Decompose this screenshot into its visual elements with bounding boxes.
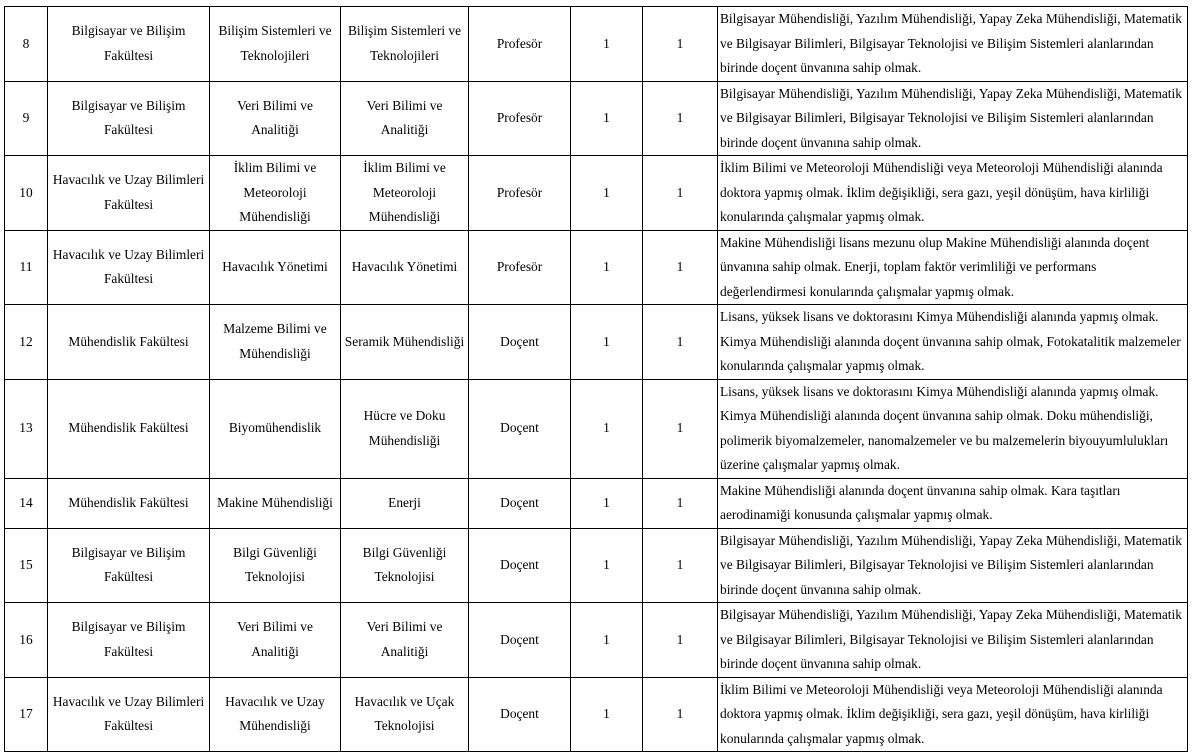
- department-cell: Bilgi Güvenliği Teknolojisi: [210, 528, 341, 603]
- row-number-cell: 13: [5, 379, 48, 478]
- row-number-cell: 15: [5, 528, 48, 603]
- program-cell: Seramik Mühendisliği: [341, 305, 469, 380]
- department-cell: Malzeme Bilimi ve Mühendisliği: [210, 305, 341, 380]
- title-cell: Doçent: [469, 603, 571, 678]
- department-cell: Makine Mühendisliği: [210, 478, 341, 528]
- table-row: [5, 379, 1188, 478]
- table-body: [5, 7, 1188, 752]
- title-cell: Doçent: [469, 379, 571, 478]
- faculty-cell: Havacılık ve Uzay Bilimleri Fakültesi: [48, 677, 210, 752]
- title-cell: Profesör: [469, 7, 571, 82]
- program-cell: Hücre ve Doku Mühendisliği: [341, 379, 469, 478]
- department-cell: Bilişim Sistemleri ve Teknolojileri: [210, 7, 341, 82]
- faculty-cell: Bilgisayar ve Bilişim Fakültesi: [48, 528, 210, 603]
- faculty-cell: Bilgisayar ve Bilişim Fakültesi: [48, 603, 210, 678]
- row-number-cell: 8: [5, 7, 48, 82]
- table-row: [5, 305, 1188, 380]
- program-cell: Bilgi Güvenliği Teknolojisi: [341, 528, 469, 603]
- table-row: [5, 528, 1188, 603]
- department-cell: Havacılık ve Uzay Mühendisliği: [210, 677, 341, 752]
- title-cell: Doçent: [469, 478, 571, 528]
- department-cell: Biyomühendislik: [210, 379, 341, 478]
- requirement-cell: Lisans, yüksek lisans ve doktorasını Kimya Mühendisliği alanında yapmış olmak. Kimya Mühendisliği alanında doçent ünvanına sahip olmak. Doku mühendisliği, polimerik biyomalzemeler, nanomalzemeler ve bu malzemelerin biyouyumlulukları üzerine çalışmalar yapmış olmak.: [718, 379, 1188, 478]
- faculty-cell: Mühendislik Fakültesi: [48, 305, 210, 380]
- faculty-cell: Bilgisayar ve Bilişim Fakültesi: [48, 81, 210, 156]
- quota-cell: 1: [643, 478, 718, 528]
- quota-cell: 1: [643, 7, 718, 82]
- row-number-cell: 17: [5, 677, 48, 752]
- department-cell: İklim Bilimi ve Meteoroloji Mühendisliği: [210, 156, 341, 231]
- row-number-cell: 16: [5, 603, 48, 678]
- quota-cell: 1: [643, 677, 718, 752]
- count-cell: 1: [571, 81, 643, 156]
- quota-cell: 1: [643, 305, 718, 380]
- requirement-cell: Makine Mühendisliği alanında doçent ünvanına sahip olmak. Kara taşıtları aerodinamiği konusunda çalışmalar yapmış olmak.: [718, 478, 1188, 528]
- department-cell: Veri Bilimi ve Analitiği: [210, 603, 341, 678]
- count-cell: 1: [571, 7, 643, 82]
- requirement-cell: Makine Mühendisliği lisans mezunu olup Makine Mühendisliği alanında doçent ünvanına sahip olmak. Enerji, toplam faktör verimliliği ve performans değerlendirmesi konularında çalışmalar yapmış olmak.: [718, 230, 1188, 305]
- table-row: [5, 230, 1188, 305]
- count-cell: 1: [571, 230, 643, 305]
- title-cell: Profesör: [469, 230, 571, 305]
- table-row: [5, 478, 1188, 528]
- requirement-cell: İklim Bilimi ve Meteoroloji Mühendisliği veya Meteoroloji Mühendisliği alanında doktora yapmış olmak. İklim değişikliği, sera gazı, yeşil dönüşüm, hava kirliliği konularında çalışmalar yapmış olmak.: [718, 677, 1188, 752]
- program-cell: Bilişim Sistemleri ve Teknolojileri: [341, 7, 469, 82]
- program-cell: Havacılık ve Uçak Teknolojisi: [341, 677, 469, 752]
- row-number-cell: 14: [5, 478, 48, 528]
- table-row: [5, 603, 1188, 678]
- faculty-cell: Bilgisayar ve Bilişim Fakültesi: [48, 7, 210, 82]
- program-cell: Havacılık Yönetimi: [341, 230, 469, 305]
- title-cell: Doçent: [469, 677, 571, 752]
- title-cell: Profesör: [469, 156, 571, 231]
- title-cell: Doçent: [469, 305, 571, 380]
- requirement-cell: Bilgisayar Mühendisliği, Yazılım Mühendisliği, Yapay Zeka Mühendisliği, Matematik ve Bilgisayar Bilimleri, Bilgisayar Teknolojisi ve Bilişim Sistemleri alanlarından birinde doçent ünvanına sahip olmak.: [718, 528, 1188, 603]
- program-cell: Enerji: [341, 478, 469, 528]
- row-number-cell: 9: [5, 81, 48, 156]
- requirement-cell: Bilgisayar Mühendisliği, Yazılım Mühendisliği, Yapay Zeka Mühendisliği, Matematik ve Bilgisayar Bilimleri, Bilgisayar Teknolojisi ve Bilişim Sistemleri alanlarından birinde doçent ünvanına sahip olmak.: [718, 81, 1188, 156]
- title-cell: Profesör: [469, 81, 571, 156]
- positions-table: [4, 6, 1188, 752]
- count-cell: 1: [571, 528, 643, 603]
- requirement-cell: Bilgisayar Mühendisliği, Yazılım Mühendisliği, Yapay Zeka Mühendisliği, Matematik ve Bilgisayar Bilimleri, Bilgisayar Teknolojisi ve Bilişim Sistemleri alanlarından birinde doçent ünvanına sahip olmak.: [718, 7, 1188, 82]
- quota-cell: 1: [643, 156, 718, 231]
- requirement-cell: Bilgisayar Mühendisliği, Yazılım Mühendisliği, Yapay Zeka Mühendisliği, Matematik ve Bilgisayar Bilimleri, Bilgisayar Teknolojisi ve Bilişim Sistemleri alanlarından birinde doçent ünvanına sahip olmak.: [718, 603, 1188, 678]
- faculty-cell: Mühendislik Fakültesi: [48, 478, 210, 528]
- program-cell: Veri Bilimi ve Analitiği: [341, 81, 469, 156]
- program-cell: İklim Bilimi ve Meteoroloji Mühendisliği: [341, 156, 469, 231]
- title-cell: Doçent: [469, 528, 571, 603]
- requirement-cell: Lisans, yüksek lisans ve doktorasını Kimya Mühendisliği alanında yapmış olmak. Kimya Mühendisliği alanında doçent ünvanına sahip olmak, Fotokatalitik malzemeler konularında çalışmalar yapmış olmak.: [718, 305, 1188, 380]
- quota-cell: 1: [643, 81, 718, 156]
- row-number-cell: 12: [5, 305, 48, 380]
- count-cell: 1: [571, 677, 643, 752]
- count-cell: 1: [571, 603, 643, 678]
- program-cell: Veri Bilimi ve Analitiği: [341, 603, 469, 678]
- quota-cell: 1: [643, 528, 718, 603]
- department-cell: Havacılık Yönetimi: [210, 230, 341, 305]
- count-cell: 1: [571, 379, 643, 478]
- count-cell: 1: [571, 478, 643, 528]
- table-row: [5, 7, 1188, 82]
- quota-cell: 1: [643, 379, 718, 478]
- faculty-cell: Havacılık ve Uzay Bilimleri Fakültesi: [48, 156, 210, 231]
- row-number-cell: 11: [5, 230, 48, 305]
- faculty-cell: Havacılık ve Uzay Bilimleri Fakültesi: [48, 230, 210, 305]
- table-row: [5, 677, 1188, 752]
- requirement-cell: İklim Bilimi ve Meteoroloji Mühendisliği veya Meteoroloji Mühendisliği alanında doktora yapmış olmak. İklim değişikliği, sera gazı, yeşil dönüşüm, hava kirliliği konularında çalışmalar yapmış olmak.: [718, 156, 1188, 231]
- faculty-cell: Mühendislik Fakültesi: [48, 379, 210, 478]
- count-cell: 1: [571, 305, 643, 380]
- table-row: [5, 156, 1188, 231]
- department-cell: Veri Bilimi ve Analitiği: [210, 81, 341, 156]
- quota-cell: 1: [643, 230, 718, 305]
- row-number-cell: 10: [5, 156, 48, 231]
- count-cell: 1: [571, 156, 643, 231]
- quota-cell: 1: [643, 603, 718, 678]
- table-row: [5, 81, 1188, 156]
